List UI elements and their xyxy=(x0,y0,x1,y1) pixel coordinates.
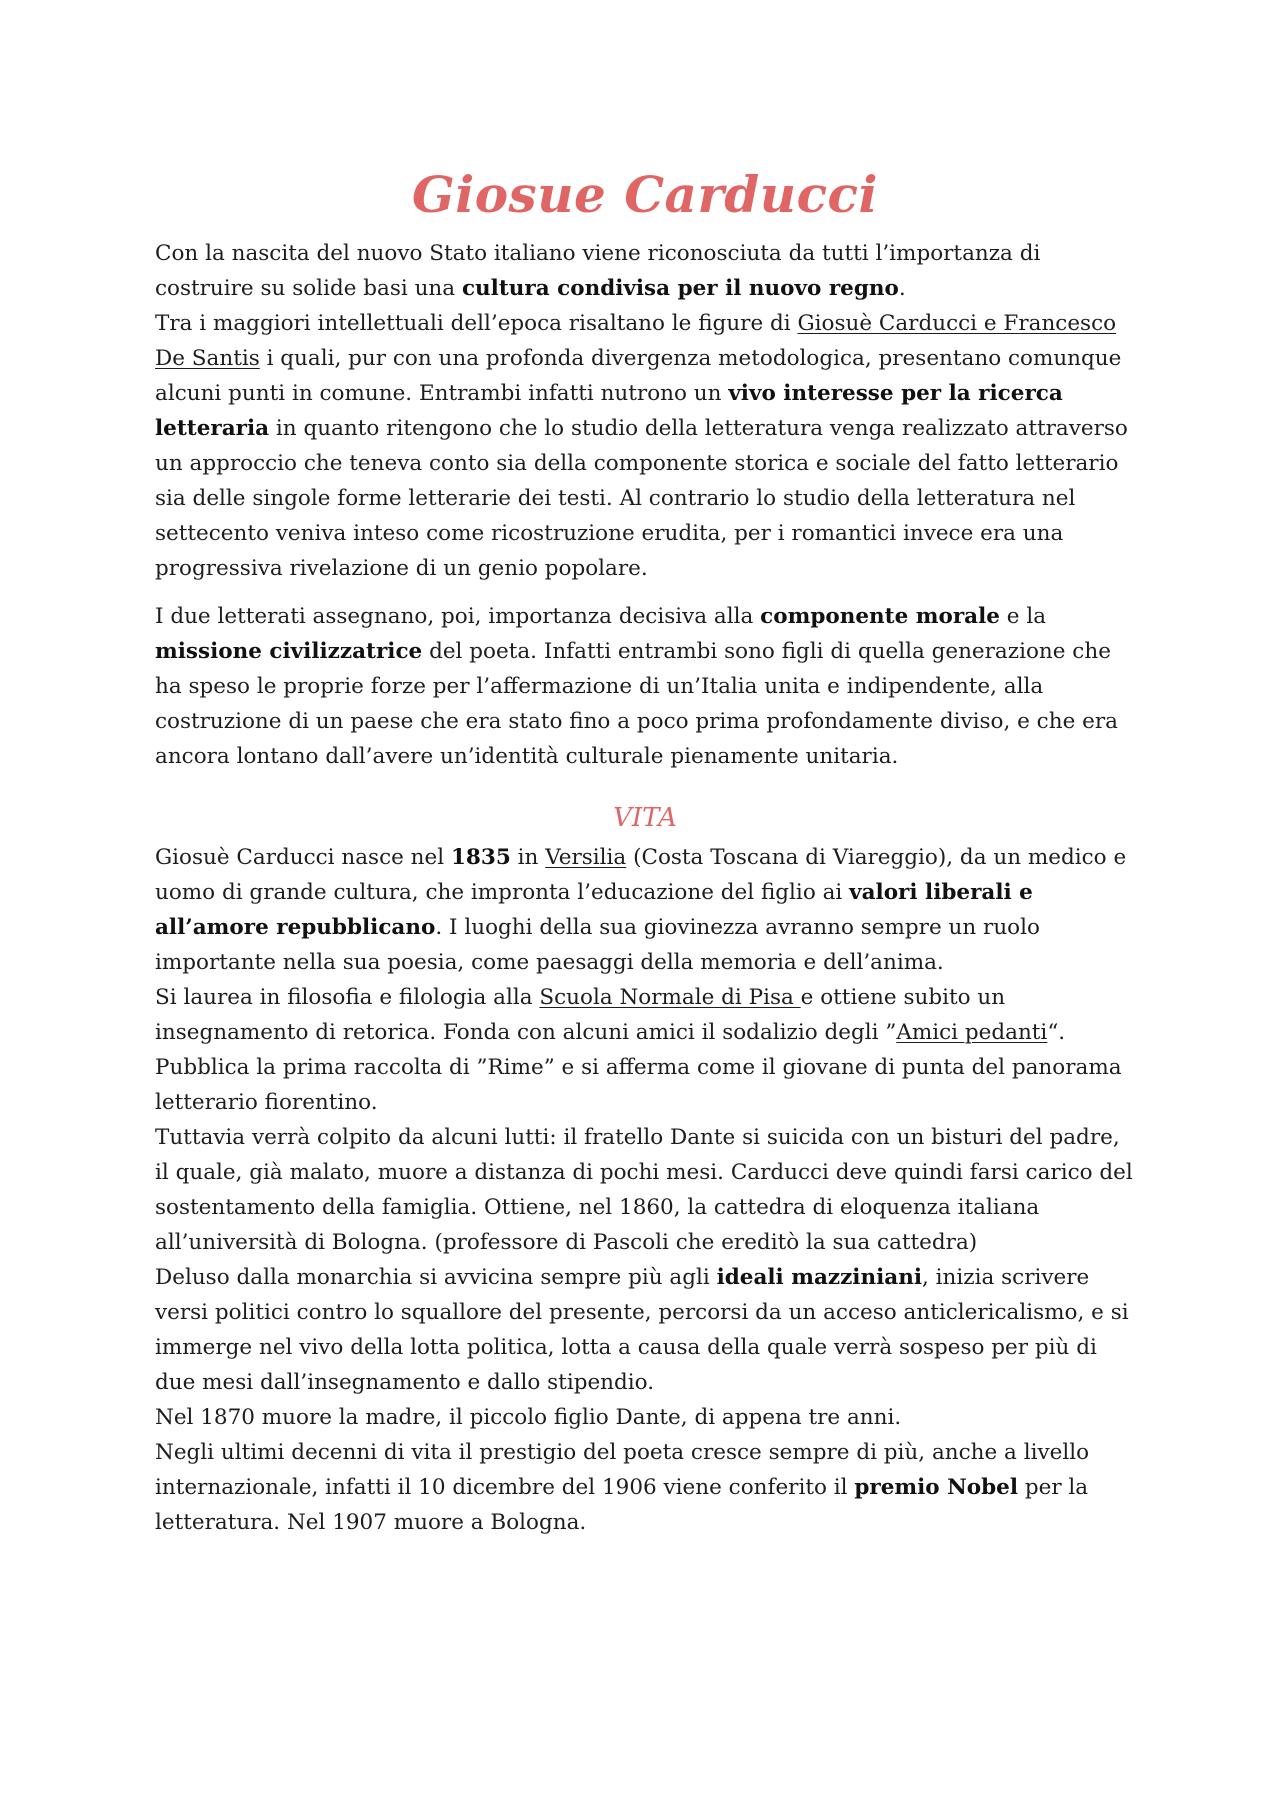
page-title: Giosue Carducci xyxy=(412,165,878,224)
vita-text: “. xyxy=(1047,1020,1066,1045)
intro-text: i quali, pur con una profonda divergenza metodologica, presentano comunque alcuni punti in comune. Entrambi infatti nutrono un xyxy=(155,346,1122,406)
paragraph-spacer xyxy=(155,586,1135,599)
morale-bold: missione civilizzatrice xyxy=(155,639,423,664)
intro-paragraph-1 xyxy=(155,236,1135,306)
underlined-group: Amici pedanti xyxy=(896,1020,1048,1045)
vita-text: Si laurea in filosofia e filologia alla xyxy=(155,985,540,1010)
vita-text: e ottiene subito un insegnamento di retorica. Fonda con alcuni amici il sodalizio degli ” xyxy=(155,985,1006,1045)
vita-text: per la letteratura. Nel 1907 muore a Bologna. xyxy=(155,1475,1089,1535)
morale-text: e la xyxy=(999,604,1047,629)
section-spacer xyxy=(155,774,1135,796)
underlined-school: Scuola Normale di Pisa xyxy=(539,985,801,1010)
morale-bold: componente morale xyxy=(760,604,1000,629)
intro-text: Tra i maggiori intellettuali dell’epoca risaltano le figure di xyxy=(155,311,798,336)
vita-paragraph-lutti: Tuttavia verrà colpito da alcuni lutti: il fratello Dante si suicida con un bisturi del padre, il quale, già malato, muore a distanza di pochi mesi. Carducci deve quindi farsi carico del sostentamento della famiglia. Ottiene, nel 1860, la cattedra di eloquenza italiana all’università di Bologna. (professore di Pascoli che ereditò la sua cattedra) xyxy=(155,1125,1133,1255)
vita-text: Negli ultimi decenni di vita il prestigio del poeta cresce sempre di più, anche a livello internazionale, infatti il 10 dicembre del 1906 viene conferito il xyxy=(155,1440,1090,1500)
underlined-names: Giosuè Carducci e Francesco De Santis xyxy=(155,311,1117,371)
intro-paragraph-2 xyxy=(155,306,1135,586)
vita-paragraph-1870: Nel 1870 muore la madre, il piccolo figlio Dante, di appena tre anni. xyxy=(155,1405,902,1430)
vita-text: (Costa Toscana di Viareggio), da un medico e uomo di grande cultura, che impronta l’educazione del figlio ai xyxy=(155,845,1127,905)
vita-paragraph-nobel xyxy=(155,1435,1135,1540)
document-content xyxy=(155,158,1135,1540)
section-heading-vita: VITA xyxy=(613,803,677,833)
vita-bold: valori liberali e all’amore repubblicano xyxy=(155,880,1033,940)
intro-bold: cultura condivisa per il nuovo regno xyxy=(461,276,899,301)
vita-bold-year: 1835 xyxy=(450,845,511,870)
vita-paragraph-birth xyxy=(155,840,1135,980)
vita-bold: premio Nobel xyxy=(854,1475,1018,1500)
intro-text: Con la nascita del nuovo Stato italiano viene riconosciuta da tutti l’importanza di costruire su solide basi una xyxy=(155,241,1041,301)
vita-paragraph-politics xyxy=(155,1260,1135,1400)
vita-bold: ideali mazziniani xyxy=(716,1265,922,1290)
intro-text: . xyxy=(898,276,906,301)
vita-text: Deluso dalla monarchia si avvicina sempre più agli xyxy=(155,1265,717,1290)
vita-text: , inizia scrivere versi politici contro lo squallore del presente, percorsi da un acceso anticlericalismo, e si immerge nel vivo della lotta politica, lotta a causa della quale verrà sospeso per più di due mesi dall’insegnamento e dallo stipendio. xyxy=(155,1265,1129,1395)
vita-text: in xyxy=(510,845,546,870)
intro-text: in quanto ritengono che lo studio della letteratura venga realizzato attraverso un approccio che teneva conto sia della componente storica e sociale del fatto letterario sia delle singole forme letterarie dei testi. Al contrario lo studio della letteratura nel settecento veniva inteso come ricostruzione erudita, per i romantici invece era una progressiva rivelazione di un genio popolare. xyxy=(155,416,1128,581)
vita-text: . I luoghi della sua giovinezza avranno sempre un ruolo importante nella sua poesia, come paesaggi della memoria e dell’anima. xyxy=(155,915,1040,975)
underlined-place: Versilia xyxy=(545,845,627,870)
vita-paragraph-rime: Pubblica la prima raccolta di ”Rime” e si afferma come il giovane di punta del panorama letterario fiorentino. xyxy=(155,1055,1122,1115)
vita-paragraph-education xyxy=(155,980,1135,1050)
morale-text: del poeta. Infatti entrambi sono figli di quella generazione che ha speso le proprie forze per l’affermazione di un’Italia unita e indipendente, alla costruzione di un paese che era stato fino a poco prima profondamente diviso, e che era ancora lontano dall’avere un’identità culturale pienamente unitaria. xyxy=(155,639,1118,769)
intro-bold: vivo interesse per la ricerca letteraria xyxy=(155,381,1063,441)
morale-text: I due letterati assegnano, poi, importanza decisiva alla xyxy=(155,604,761,629)
morale-paragraph xyxy=(155,599,1135,774)
vita-text: Giosuè Carducci nasce nel xyxy=(155,845,451,870)
